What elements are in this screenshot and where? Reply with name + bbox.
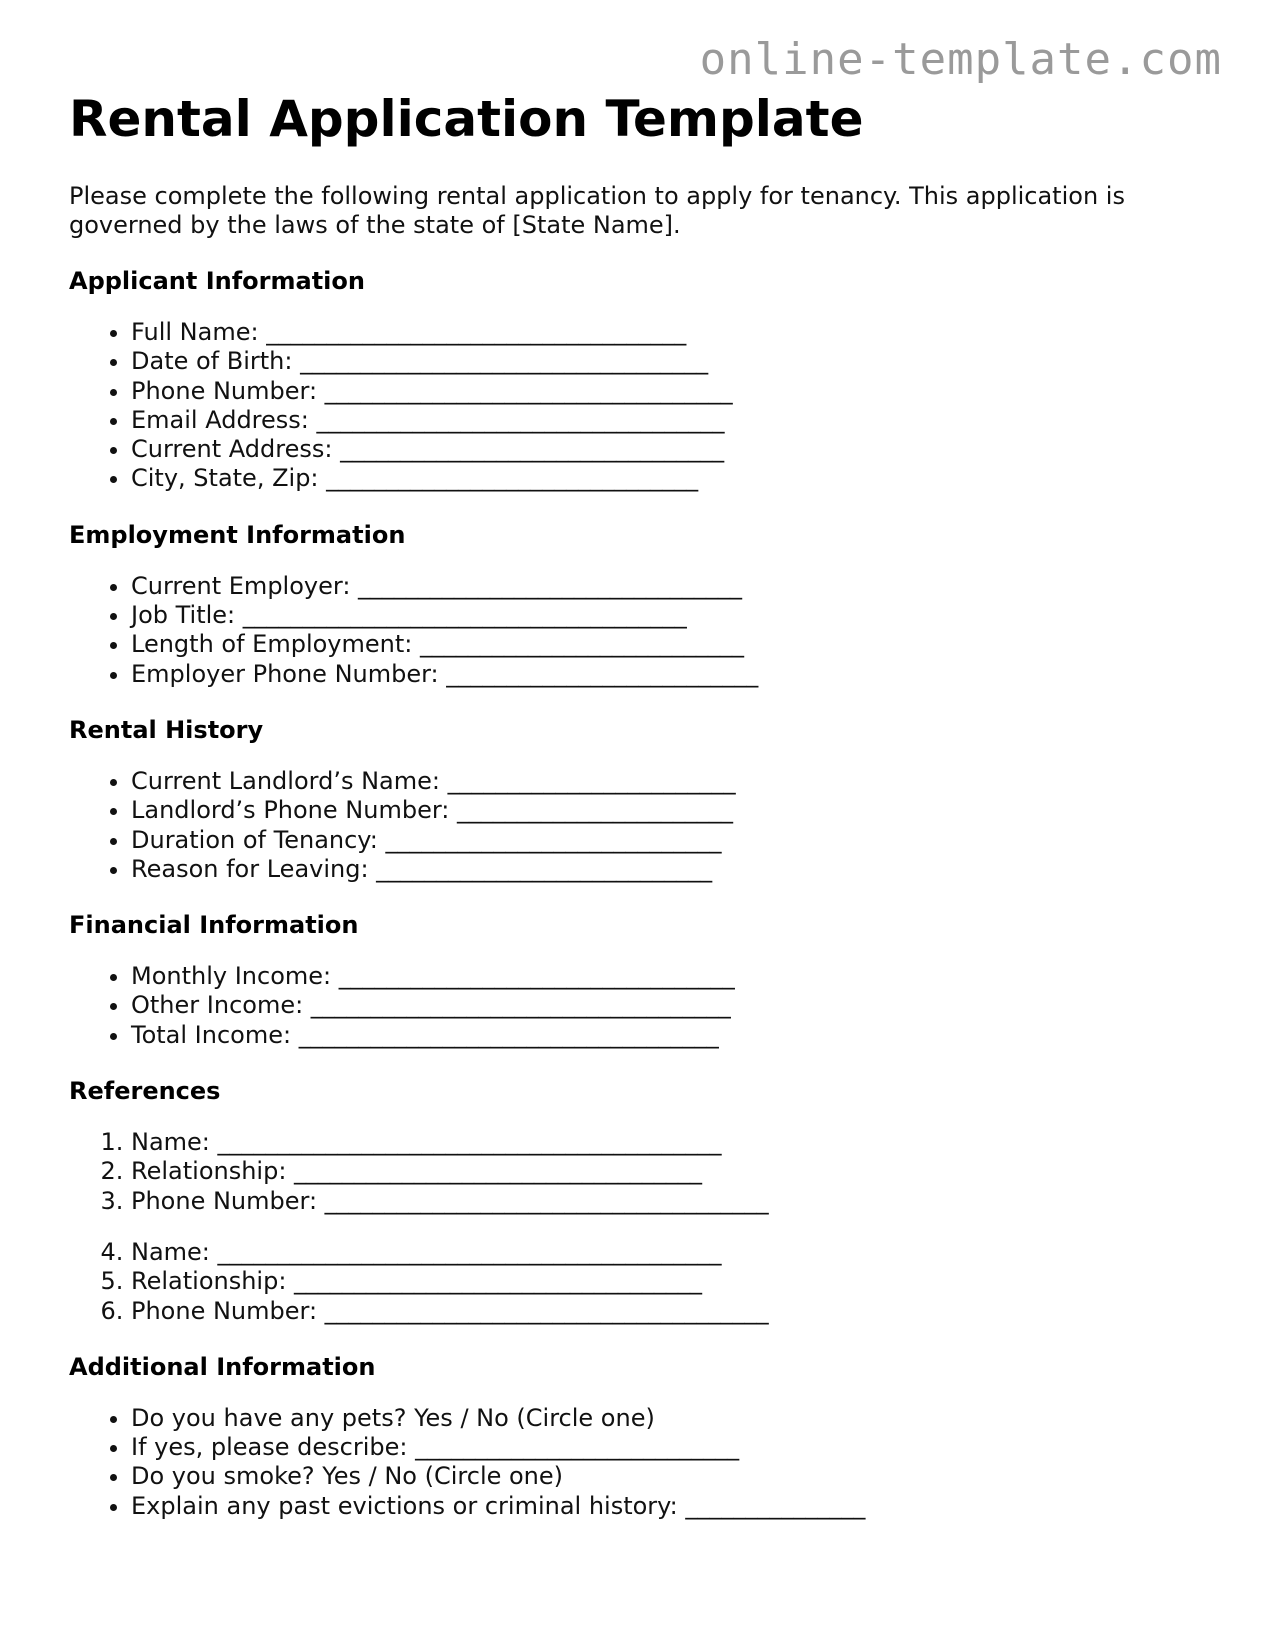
list-item: • Other Income: ___________________________________ [131, 991, 1209, 1020]
list-item: • City, State, Zip: _______________________________ [131, 464, 1209, 493]
list-item: • Do you have any pets? Yes / No (Circle one) [131, 1404, 1209, 1433]
list-item: 2. Relationship: __________________________________ [131, 1157, 1209, 1186]
financial-list [69, 962, 1209, 1050]
section-heading-additional: Additional Information [69, 1352, 376, 1381]
list-item: • Email Address: __________________________________ [131, 406, 1209, 435]
rental-history-list [69, 767, 1209, 884]
list-item: • Duration of Tenancy: ____________________________ [131, 826, 1209, 855]
list-item: • Date of Birth: __________________________________ [131, 347, 1209, 376]
references-list-1 [69, 1128, 1209, 1216]
list-item: 3. Phone Number: _____________________________________ [131, 1187, 1209, 1216]
section-heading-employment: Employment Information [69, 520, 406, 549]
list-item: 5. Relationship: __________________________________ [131, 1267, 1209, 1296]
list-item: • Landlord’s Phone Number: _______________________ [131, 796, 1209, 825]
references-list-2 [69, 1238, 1209, 1326]
list-item: • Do you smoke? Yes / No (Circle one) [131, 1462, 1209, 1491]
section-heading-references: References [69, 1077, 221, 1106]
watermark: online-template.com [699, 34, 1222, 85]
page-title: Rental Application Template [69, 90, 864, 148]
employment-list [69, 572, 1209, 689]
intro-paragraph: Please complete the following rental application to apply for tenancy. This application is governed by the laws of the state of [State Name]. [69, 182, 1125, 239]
section-heading-applicant: Applicant Information [69, 267, 365, 295]
list-item: • Current Landlord’s Name: ________________________ [131, 767, 1209, 796]
applicant-list [69, 318, 1209, 494]
list-item: • Employer Phone Number: __________________________ [131, 660, 1209, 689]
list-item: • Total Income: ___________________________________ [131, 1021, 1209, 1050]
document-page [69, 86, 1209, 1521]
section-heading-rental-history: Rental History [69, 715, 264, 744]
section-heading-financial: Financial Information [69, 911, 359, 940]
list-item: • Full Name: ___________________________________ [131, 318, 1209, 347]
list-item: • Length of Employment: ___________________________ [131, 630, 1209, 659]
list-item: • Current Employer: ________________________________ [131, 572, 1209, 601]
list-item: • Explain any past evictions or criminal history: _______________ [131, 1492, 1209, 1521]
list-item: • Reason for Leaving: ____________________________ [131, 855, 1209, 884]
list-item: • Job Title: _____________________________________ [131, 601, 1209, 630]
additional-list [69, 1404, 1209, 1521]
list-item: • Monthly Income: _________________________________ [131, 962, 1209, 991]
list-item: 6. Phone Number: _____________________________________ [131, 1297, 1209, 1326]
list-item: 1. Name: __________________________________________ [131, 1128, 1209, 1157]
list-item: • If yes, please describe: ___________________________ [131, 1433, 1209, 1462]
list-item: • Phone Number: __________________________________ [131, 377, 1209, 406]
list-item: 4. Name: __________________________________________ [131, 1238, 1209, 1267]
list-item: • Current Address: ________________________________ [131, 435, 1209, 464]
